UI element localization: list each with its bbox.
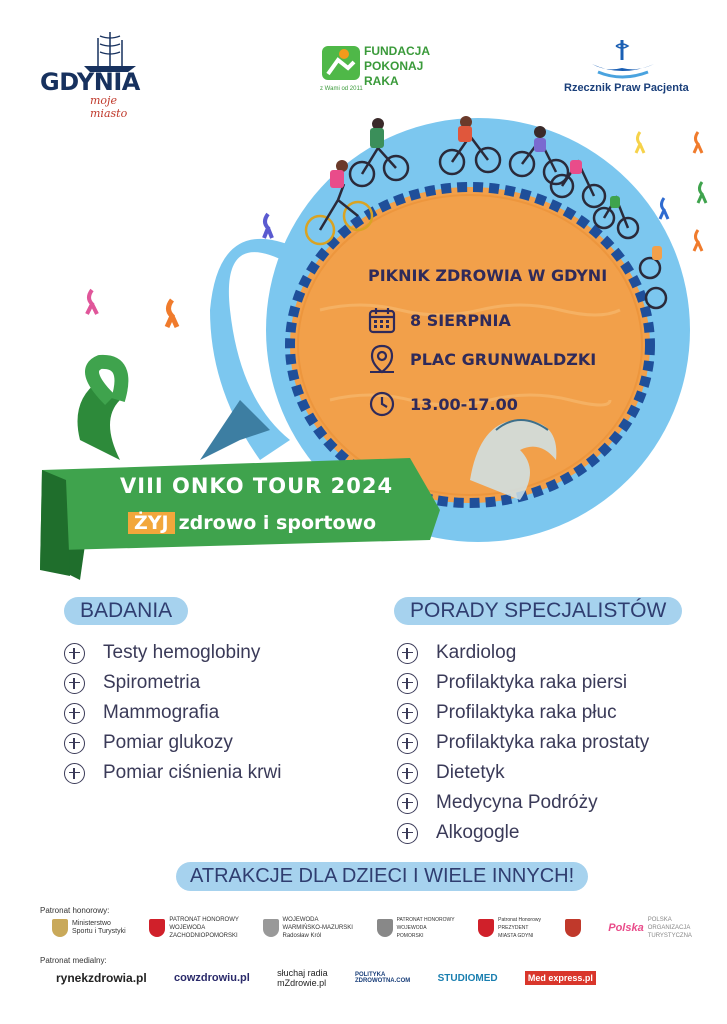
event-time-text: 13.00-17.00 — [410, 394, 518, 414]
media-logo: STUDIOMED — [437, 972, 498, 984]
patron-logo: Ministerstwo Sportu i Turystyki — [52, 919, 126, 937]
list-item: Dietetyk — [397, 758, 649, 788]
list-item: Pomiar ciśnienia krwi — [64, 758, 281, 788]
patron-logo: WOJEWODA WARMIŃSKO-MAZURSKI Radosław Król — [263, 916, 353, 940]
eagle-crest-icon — [149, 919, 165, 937]
honor-patrons-label: Patronat honorowy: — [40, 906, 110, 915]
event-date-text: 8 SIERPNIA — [410, 310, 511, 330]
media-patrons-label: Patronat medialny: — [40, 956, 107, 965]
city-crest-icon — [565, 919, 581, 937]
banner-title: VIII ONKO TOUR 2024 — [120, 474, 394, 498]
event-place — [368, 344, 596, 374]
media-logo: Med express.pl — [525, 971, 596, 985]
plus-circle-icon — [397, 793, 418, 814]
media-patrons — [56, 968, 596, 988]
plus-circle-icon — [64, 673, 85, 694]
eagle-crest-icon — [377, 919, 393, 937]
banner-highlight: ŻYJ — [128, 512, 175, 534]
porady-heading: PORADY SPECJALISTÓW — [394, 597, 682, 625]
list-item: Kardiolog — [397, 638, 649, 668]
plus-circle-icon — [64, 733, 85, 754]
media-logo: cowzdrowiu.pl — [174, 972, 250, 984]
list-item: Profilaktyka raka prostaty — [397, 728, 649, 758]
ribbon-icon — [698, 182, 706, 203]
honor-patrons — [52, 916, 692, 940]
media-logo: POLITYKA ZDROWOTNA.COM — [354, 972, 411, 984]
porady-list — [397, 638, 649, 848]
gdynia-tagline: moje miasto — [90, 94, 128, 120]
ribbon-icon — [87, 290, 97, 314]
plus-circle-icon — [397, 703, 418, 724]
list-item: Spirometria — [64, 668, 281, 698]
list-item: Mammografia — [64, 698, 281, 728]
eagle-crest-icon — [263, 919, 279, 937]
eagle-crest-icon — [52, 919, 68, 937]
ribbon-icon — [167, 300, 177, 327]
list-item: Pomiar glukozy — [64, 728, 281, 758]
list-item: Testy hemoglobiny — [64, 638, 281, 668]
polska-logo: Polska — [608, 922, 644, 934]
gdynia-name: GDYNIA — [40, 68, 140, 96]
location-pin-icon — [368, 344, 396, 374]
list-item: Medycyna Podróży — [397, 788, 649, 818]
ribbon-icon — [264, 214, 272, 238]
list-item: Profilaktyka raka piersi — [397, 668, 649, 698]
clock-icon — [368, 390, 396, 418]
plus-circle-icon — [397, 673, 418, 694]
event-date — [368, 306, 511, 334]
badania-list — [64, 638, 281, 788]
plus-circle-icon — [64, 643, 85, 664]
patron-logo: PATRONAT HONOROWY WOJEWODA ZACHODNIOPOMORSKI — [149, 916, 239, 940]
event-time — [368, 390, 518, 418]
fundacja-since: z Wami od 2011 — [320, 86, 363, 92]
ribbon-icon — [694, 230, 702, 251]
media-logo: rynekzdrowia.pl — [56, 971, 147, 985]
runner-icon — [318, 42, 362, 84]
attractions-banner: ATRAKCJE DLA DZIECI I WIELE INNYCH! — [176, 862, 588, 891]
event-place-text: PLAC GRUNWALDZKI — [410, 349, 597, 369]
calendar-icon — [368, 306, 396, 334]
fundacja-logo — [318, 42, 458, 98]
ribbon-icon — [636, 132, 644, 153]
patron-logo: Patronat Honorowy PREZYDENT MIASTA GDYNI — [478, 916, 541, 940]
gdynia-logo — [40, 30, 150, 120]
rzecznik-logo — [560, 38, 690, 98]
rzecznik-name: Rzecznik Praw Pacjenta — [564, 82, 689, 94]
hero-illustration — [0, 100, 727, 580]
ribbon-icon — [694, 132, 702, 153]
plus-circle-icon — [64, 703, 85, 724]
list-item: Profilaktyka raka płuc — [397, 698, 649, 728]
banner-rest: zdrowo i sportowo — [178, 512, 377, 534]
ship-icon — [80, 30, 140, 72]
banner-subtitle — [128, 512, 376, 534]
plus-circle-icon — [397, 763, 418, 784]
badania-heading: BADANIA — [64, 597, 188, 625]
gdynia-crest-icon — [478, 919, 494, 937]
patron-logo: Polska POLSKA ORGANIZACJA TURYSTYCZNA — [608, 917, 692, 939]
patron-logo: PATRONAT HONOROWY WOJEWODA POMORSKI — [377, 916, 455, 940]
plus-circle-icon — [397, 733, 418, 754]
event-title: PIKNIK ZDROWIA W GDYNI — [368, 266, 608, 285]
plus-circle-icon — [397, 823, 418, 844]
plus-circle-icon — [397, 643, 418, 664]
ribbon-icon — [660, 198, 668, 219]
fundacja-name: FUNDACJA POKONAJ RAKA — [364, 44, 430, 88]
media-logo: słuchaj radia mZdrowie.pl — [277, 968, 328, 988]
patron-logo — [565, 919, 585, 937]
list-item: Alkogogle — [397, 818, 649, 848]
hands-icon — [588, 38, 658, 80]
plus-circle-icon — [64, 763, 85, 784]
